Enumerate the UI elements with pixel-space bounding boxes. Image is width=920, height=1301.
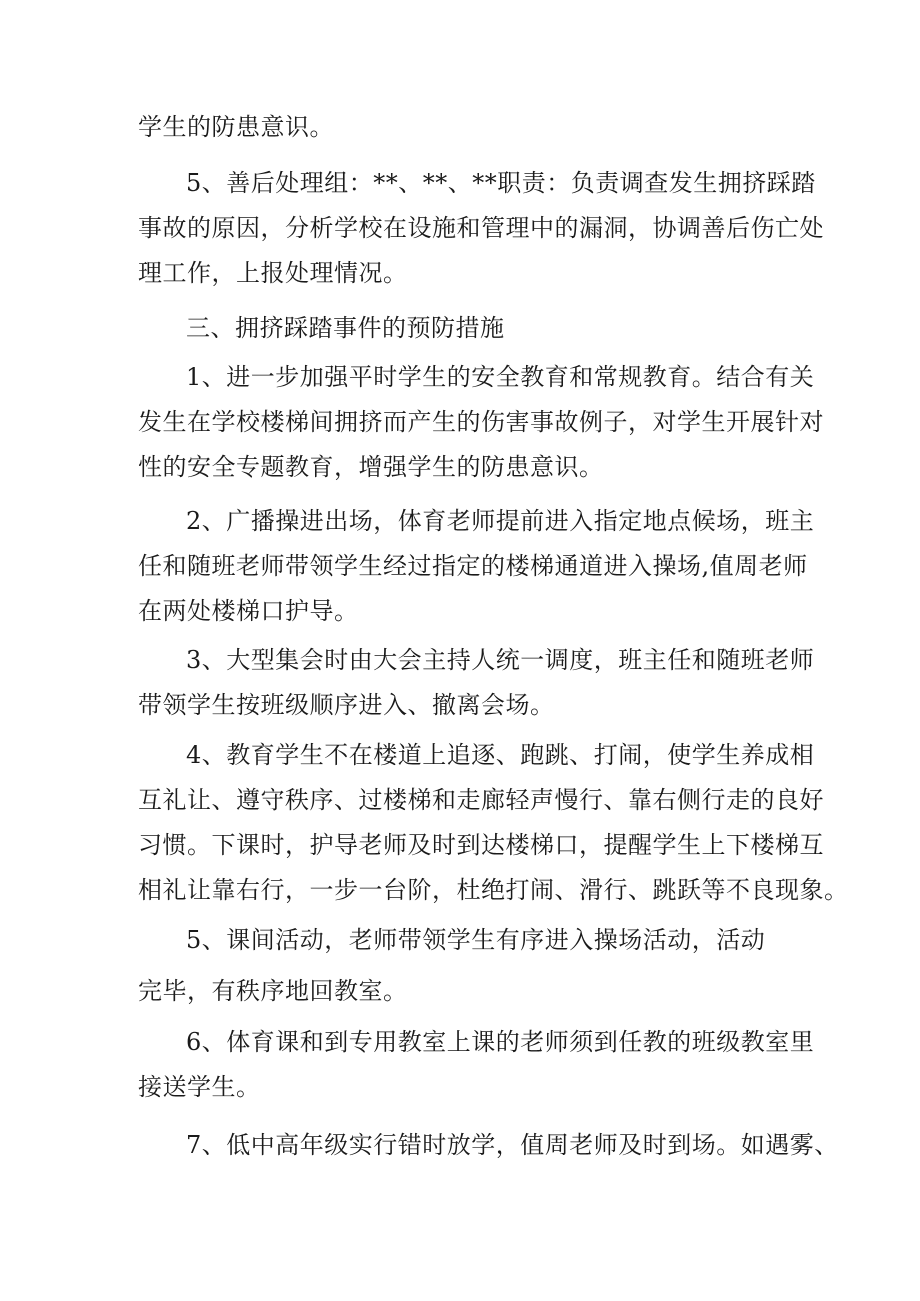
text-line: 接送学生。	[138, 1073, 261, 1101]
text-line: 发生在学校楼梯间拥挤而产生的伤害事故例子，对学生开展针对	[138, 408, 824, 436]
text-line: 2、广播操进出场，体育老师提前进入指定地点候场，班主	[186, 507, 815, 535]
text-line: 习惯。下课时，护导老师及时到达楼梯口，提醒学生上下楼梯互	[138, 831, 824, 859]
text-line: 6、体育课和到专用教室上课的老师须到任教的班级教室里	[186, 1028, 815, 1056]
text-line: 相礼让靠右行，一步一台阶，杜绝打闹、滑行、跳跃等不良现象。	[138, 876, 849, 904]
text-line: 3、大型集会时由大会主持人统一调度，班主任和随班老师	[186, 646, 815, 674]
text-line: 互礼让、遵守秩序、过楼梯和走廊轻声慢行、靠右侧行走的良好	[138, 786, 824, 814]
text-line: 在两处楼梯口护导。	[138, 597, 359, 625]
text-line: 4、教育学生不在楼道上追逐、跑跳、打闹，使学生养成相	[186, 741, 815, 769]
text-line: 完毕，有秩序地回教室。	[138, 977, 408, 1005]
text-line: 任和随班老师带领学生经过指定的楼梯通道进入操场,值周老师	[138, 552, 808, 580]
text-line: 7、低中高年级实行错时放学，值周老师及时到场。如遇雾、	[186, 1131, 839, 1159]
text-line: 5、课间活动，老师带领学生有序进入操场活动，活动	[186, 926, 766, 954]
text-line: 性的安全专题教育，增强学生的防患意识。	[138, 453, 604, 481]
text-line: 理工作，上报处理情况。	[138, 259, 408, 287]
text-line: 事故的原因，分析学校在设施和管理中的漏洞，协调善后伤亡处	[138, 214, 824, 242]
section-heading: 三、拥挤踩踏事件的预防措施	[186, 314, 505, 342]
text-line: 1、进一步加强平时学生的安全教育和常规教育。结合有关	[186, 363, 815, 391]
text-line: 学生的防患意识。	[138, 113, 334, 141]
text-line: 带领学生按班级顺序进入、撤离会场。	[138, 691, 555, 719]
text-line: 5、善后处理组：**、**、**职责：负责调查发生拥挤踩踏	[186, 169, 816, 197]
